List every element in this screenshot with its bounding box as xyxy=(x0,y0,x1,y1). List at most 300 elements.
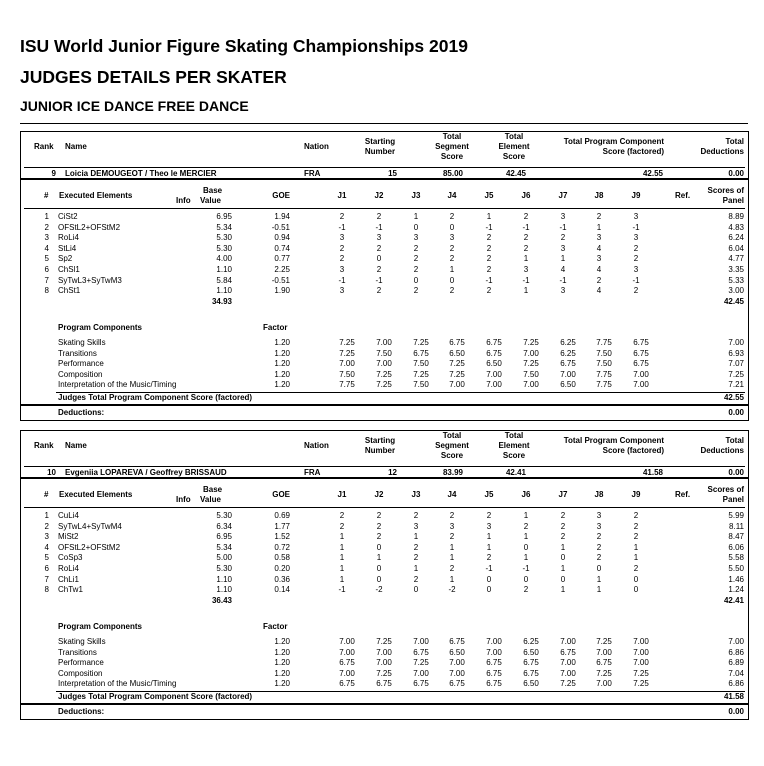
judge-header: J3 xyxy=(411,191,421,200)
judge-score: 2 xyxy=(339,521,345,531)
element-number: 4 xyxy=(44,542,49,552)
judge-score: 3 xyxy=(596,233,602,243)
base-value: 5.30 xyxy=(216,564,232,573)
element-name: RoLi4 xyxy=(58,564,79,573)
starting-number-header-2: Number xyxy=(364,147,396,156)
element-panel-score: 5.99 xyxy=(728,511,744,520)
judge-header: J8 xyxy=(594,490,604,499)
component-judge-score: 6.75 xyxy=(449,637,465,646)
component-judge-score: 7.75 xyxy=(596,338,612,347)
component-judge-score: 7.25 xyxy=(523,359,539,369)
judge-score: 2 xyxy=(449,212,455,221)
judge-score: 4 xyxy=(596,286,602,296)
judge-score: 1 xyxy=(486,542,492,552)
base-value-header-1: Base xyxy=(203,485,223,494)
component-judge-score: 7.25 xyxy=(413,369,429,379)
total-element-score-header-1: Total xyxy=(504,132,524,141)
judge-score: 1 xyxy=(413,532,419,542)
base-value: 5.30 xyxy=(216,243,232,253)
element-score-total: 42.45 xyxy=(723,296,744,306)
component-judge-score: 7.50 xyxy=(413,359,429,369)
component-judge-score: 6.75 xyxy=(486,679,502,689)
judge-header: J7 xyxy=(558,191,568,200)
component-judge-score: 6.75 xyxy=(486,658,502,668)
judge-header: J2 xyxy=(374,490,384,499)
judge-score: -1 xyxy=(338,222,346,232)
judge-score: 2 xyxy=(596,532,602,542)
base-value: 1.10 xyxy=(216,585,232,595)
judge-score: 0 xyxy=(486,574,492,584)
judge-score: 1 xyxy=(413,564,419,573)
judge-score: -1 xyxy=(375,275,383,285)
judge-score: 2 xyxy=(523,585,529,595)
element-panel-score: 1.46 xyxy=(728,574,744,584)
judge-score: 3 xyxy=(523,265,529,274)
element-name: OFStL2+OFStM2 xyxy=(58,222,121,232)
component-judge-score: 6.25 xyxy=(560,348,576,358)
judge-score: 3 xyxy=(596,254,602,264)
judge-header: J9 xyxy=(631,490,641,499)
nation-value: FRA xyxy=(304,468,321,477)
element-panel-score: 1.24 xyxy=(728,585,744,595)
judge-score: 1 xyxy=(339,542,345,552)
component-name: Performance xyxy=(58,359,104,369)
component-judge-score: 7.00 xyxy=(339,637,355,646)
judge-score: 3 xyxy=(560,286,566,296)
component-panel-score: 7.04 xyxy=(728,668,744,678)
component-name: Skating Skills xyxy=(58,338,106,347)
component-judge-score: 7.25 xyxy=(413,658,429,668)
element-number: 5 xyxy=(44,254,49,264)
summary-divider xyxy=(24,167,745,168)
judge-score: 2 xyxy=(339,243,345,253)
component-name: Transitions xyxy=(58,647,97,657)
judge-header: J8 xyxy=(594,191,604,200)
judge-score: 0 xyxy=(376,542,382,552)
element-score-total: 42.41 xyxy=(723,595,744,605)
judge-score: 3 xyxy=(596,511,602,520)
component-judge-score: 7.50 xyxy=(339,369,355,379)
total-element-score-header-3: Score xyxy=(502,152,526,161)
judge-score: 2 xyxy=(449,243,455,253)
component-judge-score: 7.50 xyxy=(413,380,429,390)
base-value: 1.10 xyxy=(216,265,232,274)
judges-total-pcs-value: 42.55 xyxy=(723,393,744,402)
goe-header: GOE xyxy=(272,490,290,499)
component-panel-score: 7.00 xyxy=(728,637,744,646)
base-value-total: 36.43 xyxy=(211,595,232,605)
judge-score: 0 xyxy=(413,585,419,595)
judge-score: 3 xyxy=(449,521,455,531)
skater-block xyxy=(20,131,749,422)
factor-header: Factor xyxy=(263,323,288,332)
component-judge-score: 7.00 xyxy=(339,359,355,369)
component-judge-score: 7.25 xyxy=(376,637,392,646)
component-judge-score: 7.00 xyxy=(560,637,576,646)
judge-score: 3 xyxy=(560,243,566,253)
judge-score: 2 xyxy=(560,532,566,542)
component-judge-score: 7.25 xyxy=(339,348,355,358)
judge-score: 2 xyxy=(376,521,382,531)
component-judge-score: 6.75 xyxy=(633,359,649,369)
judge-score: 2 xyxy=(560,511,566,520)
starting-number-header-1: Starting xyxy=(364,436,396,445)
component-factor: 1.20 xyxy=(274,369,290,379)
judge-score: 2 xyxy=(413,254,419,264)
event-title: ISU World Junior Figure Skating Championships 2019 xyxy=(20,36,468,56)
component-judge-score: 7.00 xyxy=(486,637,502,646)
component-judge-score: 7.25 xyxy=(376,369,392,379)
judge-score: 0 xyxy=(523,574,529,584)
component-judge-score: 7.00 xyxy=(560,668,576,678)
component-factor: 1.20 xyxy=(274,679,290,689)
component-factor: 1.20 xyxy=(274,380,290,390)
component-judge-score: 6.75 xyxy=(633,348,649,358)
element-panel-score: 6.06 xyxy=(728,542,744,552)
judge-score: 2 xyxy=(413,265,419,274)
info-header: Info xyxy=(176,495,191,504)
total-deductions-value: 0.00 xyxy=(728,468,744,477)
element-number: 7 xyxy=(44,574,49,584)
judge-score: 2 xyxy=(633,254,639,264)
skater-block xyxy=(20,430,749,721)
element-panel-score: 5.33 xyxy=(728,275,744,285)
judge-score: 2 xyxy=(486,265,492,274)
component-judge-score: 7.00 xyxy=(633,380,649,390)
component-judge-score: 6.75 xyxy=(633,338,649,347)
element-number: 1 xyxy=(44,511,49,520)
judge-score: 1 xyxy=(523,511,529,520)
judge-score: 1 xyxy=(560,254,566,264)
element-number-header: # xyxy=(44,191,49,200)
component-judge-score: 7.00 xyxy=(449,668,465,678)
element-name: RoLi4 xyxy=(58,233,79,243)
component-judge-score: 7.25 xyxy=(633,668,649,678)
judge-score: 2 xyxy=(486,511,492,520)
base-value-header-2: Value xyxy=(200,495,221,504)
base-value: 6.95 xyxy=(216,212,232,221)
element-number: 5 xyxy=(44,553,49,563)
component-panel-score: 7.25 xyxy=(728,369,744,379)
name-header: Name xyxy=(65,441,87,450)
judge-score: 1 xyxy=(633,553,639,563)
element-panel-score: 8.89 xyxy=(728,212,744,221)
element-header-divider xyxy=(24,507,745,508)
judge-score: 0 xyxy=(560,553,566,563)
judge-score: 2 xyxy=(596,553,602,563)
judge-header: J4 xyxy=(447,490,457,499)
component-judge-score: 6.75 xyxy=(339,679,355,689)
component-judge-score: 7.75 xyxy=(596,369,612,379)
goe-header: GOE xyxy=(272,191,290,200)
component-judge-score: 7.00 xyxy=(376,359,392,369)
judge-score: 3 xyxy=(376,233,382,243)
judges-total-pcs-label: Judges Total Program Component Score (factored) xyxy=(58,692,253,701)
component-judge-score: 6.75 xyxy=(523,658,539,668)
judge-score: 2 xyxy=(376,265,382,274)
judge-score: -1 xyxy=(632,222,640,232)
judge-score: 2 xyxy=(523,233,529,243)
component-judge-score: 7.25 xyxy=(449,369,465,379)
judge-score: 0 xyxy=(413,275,419,285)
title-rule xyxy=(20,123,748,124)
component-factor: 1.20 xyxy=(274,637,290,646)
element-name: ChSt1 xyxy=(58,286,81,296)
judge-score: 0 xyxy=(449,222,455,232)
total-segment-score-value: 83.99 xyxy=(442,468,463,477)
judge-score: -1 xyxy=(522,222,530,232)
judge-header: J3 xyxy=(411,490,421,499)
judge-score: 3 xyxy=(413,521,419,531)
judge-score: 1 xyxy=(596,222,602,232)
judge-score: 2 xyxy=(486,233,492,243)
total-deductions-value: 0.00 xyxy=(728,169,744,178)
component-judge-score: 7.00 xyxy=(376,658,392,668)
goe-value: 0.72 xyxy=(274,542,290,552)
element-number: 2 xyxy=(44,222,49,232)
judge-score: 2 xyxy=(523,243,529,253)
starting-number-value: 15 xyxy=(388,169,397,178)
goe-value: 0.36 xyxy=(274,574,290,584)
component-factor: 1.20 xyxy=(274,348,290,358)
judge-header: J6 xyxy=(521,490,531,499)
judge-score: 2 xyxy=(413,286,419,296)
judge-score: 2 xyxy=(376,243,382,253)
rank-header: Rank xyxy=(34,142,54,151)
starting-number-value: 12 xyxy=(388,468,397,477)
rank-header: Rank xyxy=(34,441,54,450)
judge-score: 1 xyxy=(596,574,602,584)
component-judge-score: 7.50 xyxy=(376,348,392,358)
judge-score: 2 xyxy=(560,521,566,531)
component-judge-score: 7.00 xyxy=(560,369,576,379)
nation-header: Nation xyxy=(304,142,329,151)
skater-name: Loicia DEMOUGEOT / Theo le MERCIER xyxy=(65,169,217,178)
judge-score: 3 xyxy=(633,265,639,274)
goe-value: 0.77 xyxy=(274,254,290,264)
component-judge-score: 6.75 xyxy=(596,658,612,668)
total-deductions-header-1: Total xyxy=(725,137,744,146)
total-element-score-value: 42.45 xyxy=(505,169,526,178)
component-judge-score: 6.25 xyxy=(523,637,539,646)
judge-score: 2 xyxy=(523,212,529,221)
judge-score: 1 xyxy=(633,542,639,552)
judge-score: 2 xyxy=(486,254,492,264)
component-judge-score: 7.00 xyxy=(339,647,355,657)
component-panel-score: 7.07 xyxy=(728,359,744,369)
component-judge-score: 6.75 xyxy=(486,668,502,678)
judge-score: 2 xyxy=(339,254,345,264)
goe-value: 0.94 xyxy=(274,233,290,243)
total-pcs-header-1: Total Program Component xyxy=(563,137,664,146)
judge-score: 2 xyxy=(633,243,639,253)
element-panel-score: 8.47 xyxy=(728,532,744,542)
element-panel-score: 6.04 xyxy=(728,243,744,253)
deductions-frame xyxy=(20,704,749,720)
element-panel-score: 5.50 xyxy=(728,564,744,573)
element-number: 3 xyxy=(44,233,49,243)
judge-score: 1 xyxy=(413,212,419,221)
component-factor: 1.20 xyxy=(274,668,290,678)
total-segment-score-header-2: Segment xyxy=(435,142,469,151)
deductions-value: 0.00 xyxy=(728,707,744,716)
total-pcs-header-2: Score (factored) xyxy=(602,147,664,156)
component-judge-score: 7.25 xyxy=(523,338,539,347)
judge-score: 2 xyxy=(449,511,455,520)
starting-number-header-1: Starting xyxy=(364,137,396,146)
judge-score: 2 xyxy=(486,286,492,296)
component-judge-score: 7.00 xyxy=(449,658,465,668)
goe-value: -0.51 xyxy=(271,275,290,285)
total-segment-score-header-3: Score xyxy=(440,451,464,460)
judge-score: -2 xyxy=(448,585,456,595)
element-number: 4 xyxy=(44,243,49,253)
scores-of-panel-header-2: Panel xyxy=(722,495,744,504)
component-panel-score: 6.86 xyxy=(728,679,744,689)
component-judge-score: 7.00 xyxy=(339,668,355,678)
goe-value: 1.90 xyxy=(274,286,290,296)
total-pcs-value: 42.55 xyxy=(642,169,663,178)
judge-score: 0 xyxy=(376,564,382,573)
component-name: Interpretation of the Music/Timing xyxy=(58,380,177,390)
judge-score: 2 xyxy=(486,553,492,563)
component-panel-score: 6.93 xyxy=(728,348,744,358)
judge-score: 1 xyxy=(560,542,566,552)
component-judge-score: 6.75 xyxy=(560,359,576,369)
judge-score: 0 xyxy=(596,564,602,573)
judge-score: 2 xyxy=(376,532,382,542)
component-judge-score: 7.00 xyxy=(633,647,649,657)
component-judge-score: 6.75 xyxy=(413,348,429,358)
rank-value: 10 xyxy=(47,468,56,477)
executed-elements-header: Executed Elements xyxy=(59,490,133,499)
total-pcs-header-1: Total Program Component xyxy=(563,436,664,445)
component-name: Performance xyxy=(58,658,104,668)
judge-header: J4 xyxy=(447,191,457,200)
component-judge-score: 7.00 xyxy=(596,647,612,657)
component-judge-score: 6.50 xyxy=(523,679,539,689)
component-judge-score: 6.50 xyxy=(560,380,576,390)
element-name: CiSt2 xyxy=(58,212,78,221)
judge-score: 3 xyxy=(633,233,639,243)
judge-score: 2 xyxy=(449,254,455,264)
judge-score: 2 xyxy=(596,542,602,552)
judge-score: 2 xyxy=(596,212,602,221)
judge-score: 0 xyxy=(449,275,455,285)
goe-value: 0.58 xyxy=(274,553,290,563)
component-panel-score: 7.21 xyxy=(728,380,744,390)
judge-score: 2 xyxy=(560,233,566,243)
component-judge-score: 7.00 xyxy=(596,679,612,689)
component-judge-score: 7.25 xyxy=(449,359,465,369)
judges-total-pcs-value: 41.58 xyxy=(723,692,744,701)
component-judge-score: 7.50 xyxy=(523,369,539,379)
component-judge-score: 6.75 xyxy=(339,658,355,668)
rank-value: 9 xyxy=(51,169,56,178)
element-name: ChLi1 xyxy=(58,574,79,584)
element-number: 8 xyxy=(44,585,49,595)
judge-score: 2 xyxy=(523,521,529,531)
deductions-label: Deductions: xyxy=(58,707,105,716)
judge-score: 4 xyxy=(596,243,602,253)
judge-score: -1 xyxy=(485,222,493,232)
category-title: JUNIOR ICE DANCE FREE DANCE xyxy=(20,98,249,114)
judge-header: J1 xyxy=(337,191,347,200)
judge-score: 2 xyxy=(413,511,419,520)
judge-score: 1 xyxy=(523,553,529,563)
base-value: 5.84 xyxy=(216,275,232,285)
element-number: 6 xyxy=(44,265,49,274)
judge-score: 0 xyxy=(523,542,529,552)
judge-score: 1 xyxy=(339,574,345,584)
total-segment-score-header-1: Total xyxy=(442,132,462,141)
component-factor: 1.20 xyxy=(274,658,290,668)
judge-score: 2 xyxy=(376,212,382,221)
component-judge-score: 7.00 xyxy=(523,380,539,390)
goe-value: 1.52 xyxy=(274,532,290,542)
judge-score: 0 xyxy=(633,585,639,595)
nation-header: Nation xyxy=(304,441,329,450)
judge-score: -1 xyxy=(522,275,530,285)
judge-score: 0 xyxy=(413,222,419,232)
judge-score: 2 xyxy=(413,542,419,552)
judge-score: 1 xyxy=(560,564,566,573)
deductions-value: 0.00 xyxy=(728,408,744,417)
base-value: 4.00 xyxy=(216,254,232,264)
goe-value: 0.14 xyxy=(274,585,290,595)
component-judge-score: 6.50 xyxy=(449,647,465,657)
component-judge-score: 7.25 xyxy=(596,668,612,678)
total-segment-score-value: 85.00 xyxy=(442,169,463,178)
element-name: StLi4 xyxy=(58,243,77,253)
element-number: 7 xyxy=(44,275,49,285)
component-judge-score: 7.00 xyxy=(633,369,649,379)
base-value: 6.95 xyxy=(216,532,232,542)
judge-score: 2 xyxy=(633,532,639,542)
base-value: 5.30 xyxy=(216,233,232,243)
judge-score: 0 xyxy=(560,574,566,584)
component-judge-score: 7.00 xyxy=(486,369,502,379)
judge-score: 1 xyxy=(339,532,345,542)
judge-score: 0 xyxy=(633,574,639,584)
judge-score: -1 xyxy=(522,564,530,573)
component-panel-score: 6.86 xyxy=(728,647,744,657)
judge-score: -1 xyxy=(485,564,493,573)
judge-header: J7 xyxy=(558,490,568,499)
component-judge-score: 7.50 xyxy=(596,359,612,369)
judge-score: 1 xyxy=(486,212,492,221)
component-name: Composition xyxy=(58,369,103,379)
ref-header: Ref. xyxy=(675,191,691,200)
judge-score: 1 xyxy=(449,553,455,563)
component-judge-score: 7.00 xyxy=(413,637,429,646)
goe-value: 0.69 xyxy=(274,511,290,520)
component-judge-score: 7.75 xyxy=(596,380,612,390)
judge-score: -1 xyxy=(632,275,640,285)
total-segment-score-header-2: Segment xyxy=(435,441,469,450)
component-judge-score: 7.00 xyxy=(486,380,502,390)
scores-of-panel-header-1: Scores of xyxy=(707,186,744,195)
component-judge-score: 7.50 xyxy=(596,348,612,358)
component-judge-score: 7.00 xyxy=(449,380,465,390)
goe-value: 1.94 xyxy=(274,212,290,221)
judge-score: 1 xyxy=(596,585,602,595)
judge-score: 3 xyxy=(560,212,566,221)
base-value: 1.10 xyxy=(216,574,232,584)
element-panel-score: 6.24 xyxy=(728,233,744,243)
component-judge-score: 7.00 xyxy=(560,658,576,668)
component-judge-score: 6.25 xyxy=(560,338,576,347)
